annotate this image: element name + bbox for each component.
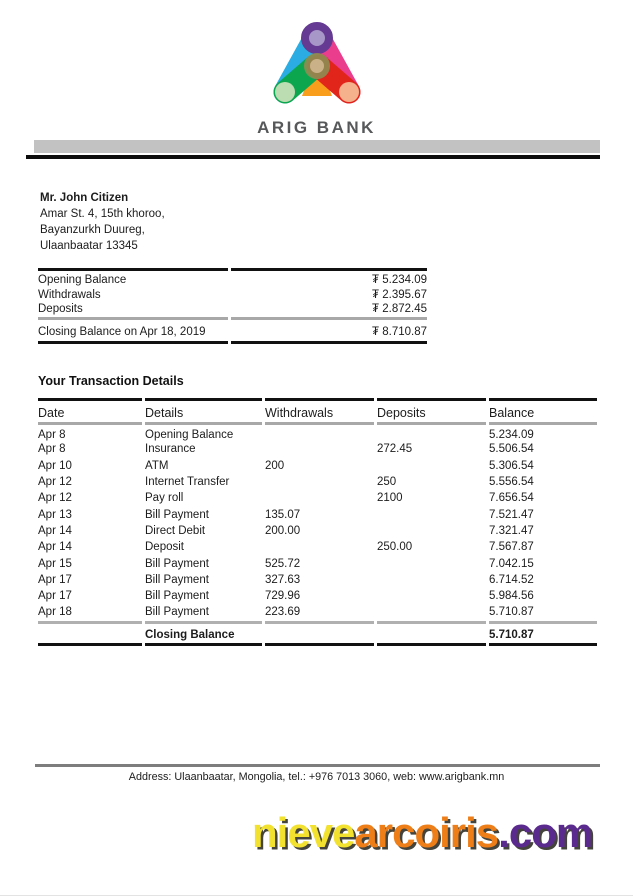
cell-date: Apr 15 (38, 557, 72, 570)
cell-details: Bill Payment (145, 508, 209, 521)
cell-balance: 5.306.54 (489, 459, 534, 472)
cell-deposit: 250 (377, 476, 397, 489)
summary-label: Withdrawals (38, 288, 101, 301)
summary-value: ₮ 5.234.09 (231, 268, 427, 286)
cell-withdrawal: 200.00 (265, 524, 301, 537)
summary-closing-label: Closing Balance on Apr 18, 2019 (38, 320, 228, 344)
customer-address-block (40, 190, 165, 254)
transactions-header-row (38, 398, 597, 425)
cell-withdrawal: 200 (265, 459, 285, 472)
cell-details: Internet Transfer (145, 476, 230, 489)
cell-date: Apr 8 (38, 429, 66, 442)
header-black-rule (26, 155, 600, 159)
cell-withdrawal: 327.63 (265, 573, 301, 586)
cell-deposit: 250.00 (377, 541, 413, 554)
cell-details: Insurance (145, 443, 196, 456)
cell-date: Apr 14 (38, 524, 72, 537)
watermark-nievearcoiris (252, 809, 592, 857)
cell-deposit: 272.45 (377, 443, 413, 456)
column-header-balance: Balance (489, 398, 597, 425)
table-row (38, 523, 597, 539)
customer-address-line: Ulaanbaatar 13345 (40, 240, 138, 252)
cell-date: Apr 17 (38, 590, 72, 603)
closing-balance-value: 5.710.87 (489, 621, 597, 646)
transactions-closing-row (38, 621, 597, 646)
cell-balance: 7.321.47 (489, 524, 534, 537)
cell-details: Deposit (145, 541, 184, 554)
cell-balance: 5.234.09 (489, 429, 534, 442)
closing-empty-cell (377, 621, 486, 646)
watermark-part1: nieve (252, 809, 355, 856)
summary-row (38, 286, 427, 303)
column-header-deposits: Deposits (377, 398, 486, 425)
cell-balance: 7.656.54 (489, 492, 534, 505)
cell-details: Direct Debit (145, 524, 206, 537)
closing-empty-cell (38, 621, 142, 646)
cell-details: Bill Payment (145, 573, 209, 586)
transactions-table (35, 398, 600, 646)
cell-date: Apr 13 (38, 508, 72, 521)
cell-details: ATM (145, 459, 169, 472)
cell-withdrawal (265, 441, 374, 457)
cell-deposit: 2100 (377, 492, 403, 505)
table-row (38, 474, 597, 490)
cell-balance: 5.506.54 (489, 443, 534, 456)
summary-label: Deposits (38, 303, 228, 320)
summary-value: ₮ 2.872.45 (231, 303, 427, 320)
column-header-details: Details (145, 398, 262, 425)
cell-withdrawal: 729.96 (265, 590, 301, 603)
watermark-part3: .com (498, 809, 593, 856)
summary-label: Opening Balance (38, 268, 228, 286)
cell-balance: 7.042.15 (489, 557, 534, 570)
cell-withdrawal (265, 425, 374, 441)
table-row (38, 425, 597, 441)
header-gray-bar (34, 140, 600, 153)
cell-balance: 6.714.52 (489, 573, 534, 586)
table-row (38, 539, 597, 555)
customer-address-line: Bayanzurkh Duureg, (40, 224, 145, 236)
table-row (38, 572, 597, 588)
cell-withdrawal: 223.69 (265, 606, 301, 619)
table-row (38, 458, 597, 474)
table-row (38, 490, 597, 506)
closing-empty-cell (265, 621, 374, 646)
cell-date: Apr 8 (38, 443, 66, 456)
summary-closing-row (38, 320, 427, 344)
cell-withdrawal (265, 539, 374, 555)
footer-address: Address: Ulaanbaatar, Mongolia, tel.: +976 7013 3060, web: www.arigbank.mn (128, 771, 505, 783)
cell-date: Apr 12 (38, 492, 72, 505)
cell-details: Bill Payment (145, 557, 209, 570)
cell-balance: 7.521.47 (489, 508, 534, 521)
transactions-rows (38, 425, 597, 646)
cell-withdrawal (265, 474, 374, 490)
cell-date: Apr 14 (38, 541, 72, 554)
cell-balance: 5.984.56 (489, 590, 534, 603)
cell-details: Opening Balance (145, 429, 234, 442)
summary-row (38, 268, 427, 286)
footer-rule (35, 764, 600, 767)
summary-row (38, 303, 427, 320)
cell-deposit (377, 458, 486, 474)
cell-deposit (377, 506, 486, 522)
cell-deposit (377, 588, 486, 604)
cell-withdrawal (265, 490, 374, 506)
cell-withdrawal: 525.72 (265, 557, 301, 570)
cell-details: Bill Payment (145, 590, 209, 603)
cell-date: Apr 12 (38, 476, 72, 489)
closing-balance-label: Closing Balance (145, 621, 262, 646)
cell-withdrawal: 135.07 (265, 508, 301, 521)
cell-balance: 7.567.87 (489, 541, 534, 554)
cell-deposit (377, 523, 486, 539)
cell-date: Apr 17 (38, 573, 72, 586)
summary-closing-value: ₮ 8.710.87 (231, 320, 427, 344)
bank-logo-block (0, 16, 633, 138)
cell-deposit (377, 425, 486, 441)
cell-deposit (377, 604, 486, 620)
cell-details: Pay roll (145, 492, 184, 505)
cell-date: Apr 10 (38, 459, 72, 472)
balance-summary-rows (38, 268, 427, 344)
cell-balance: 5.710.87 (489, 606, 534, 619)
arig-bank-logo-icon (257, 16, 377, 116)
watermark-part2: arcoiris (354, 809, 499, 856)
table-row (38, 441, 597, 457)
table-row (38, 506, 597, 522)
table-row (38, 555, 597, 571)
customer-name: Mr. John Citizen (40, 192, 129, 204)
column-header-withdrawals: Withdrawals (265, 398, 374, 425)
column-header-date: Date (38, 398, 142, 425)
summary-value: ₮ 2.395.67 (372, 288, 427, 301)
cell-date: Apr 18 (38, 606, 72, 619)
cell-details: Bill Payment (145, 606, 209, 619)
cell-deposit (377, 572, 486, 588)
customer-address-line: Amar St. 4, 15th khoroo, (40, 208, 165, 220)
balance-summary-table (35, 268, 430, 344)
bank-name: ARIG BANK (257, 118, 376, 137)
cell-deposit (377, 555, 486, 571)
table-row (38, 604, 597, 620)
cell-balance: 5.556.54 (489, 476, 534, 489)
table-row (38, 588, 597, 604)
transactions-section-title: Your Transaction Details (38, 374, 184, 388)
